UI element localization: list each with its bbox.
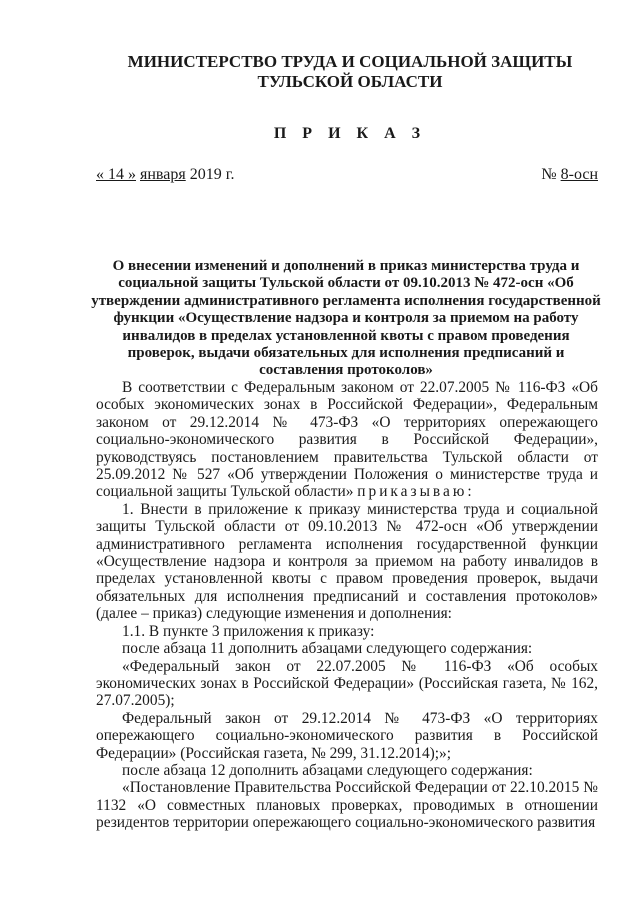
order-date [96,166,235,183]
order-title: П Р И К А З [273,125,427,142]
preamble-text: В соответствии с Федеральным законом от 22.07.2005 № 116-ФЗ «Об особых экономических зонах в Российской Федерации», Федеральным законом от 29.12.2014 № 473-ФЗ «О территориях опережающего социально-экономического развития в Российской Федерации», руководствуясь постановлением правительства Тульской области от 25.09.2012 № 527 «Об утверждении Положения о министерстве труда и социальной защиты Тульской области» [96,379,598,501]
date-open-quote: « [96,166,104,183]
order-dateline [96,166,598,184]
amendment-law-473-paragraph: Федеральный закон от 29.12.2014 № 473-ФЗ «О территориях опережающего социально-экономического развития в Российской Федерации» (Российская газета, № 299, 31.12.2014);»; [96,709,598,762]
order-number [541,166,598,184]
item-1-1-paragraph: 1.1. В пункте 3 приложения к приказу: [122,622,375,640]
date-year: 2019 г. [189,166,235,183]
date-month: января [140,166,186,183]
order-command: приказываю: [357,483,475,501]
amendment-law-116-paragraph: «Федеральный закон от 22.07.2005 № 116-ФЗ «Об особых экономических зонах в Российской Федерации» (Российская газета, № 162, 27.07.2005); [96,657,598,710]
date-day: 14 [108,166,124,183]
order-body [96,379,598,832]
ministry-line-1: МИНИСТЕРСТВО ТРУДА И СОЦИАЛЬНОЙ ЗАЩИТЫ [127,52,573,71]
ministry-line-2: ТУЛЬСКОЙ ОБЛАСТИ [257,72,443,91]
date-close-quote: » [128,166,136,183]
order-number-prefix: № [541,166,557,183]
ministry-header [100,52,600,92]
order-subject: О внесении изменений и дополнений в приказ министерства труда и социальной защиты Тульской области от 09.10.2013 № 472-осн «Об утверждении административного регламента исполнения государственной функции «Осуществление надзора и контроля за приемом на работу инвалидов в пределах установленной квоты с правом проведения проверок, выдачи обязательных для исполнения предписаний и составления протоколов» [91,258,601,379]
order-number-value: 8-осн [560,166,598,183]
preamble-paragraph [96,379,598,501]
amendment-intro-2-paragraph: после абзаца 12 дополнить абзацами следующего содержания: [122,761,533,779]
amendment-decree-1132-paragraph: «Постановление Правительства Российской Федерации от 22.10.2015 № 1132 «О совместных плановых проверках, проводимых в отношении резидентов территории опережающего социально-экономического развития [96,779,598,832]
amendment-intro-paragraph: после абзаца 11 дополнить абзацами следующего содержания: [122,640,533,658]
item-1-paragraph: 1. Внести в приложение к приказу министерства труда и социальной защиты Тульской области от 09.10.2013 № 472-осн «Об утверждении административного регламента исполнения государственной функции «Осуществление надзора и контроля за приемом на работу инвалидов в пределах установленной квоты с правом проведения проверок, выдачи обязательных для исполнения предписаний и составления протоколов» (далее – приказ) следующие изменения и дополнения: [96,500,598,623]
